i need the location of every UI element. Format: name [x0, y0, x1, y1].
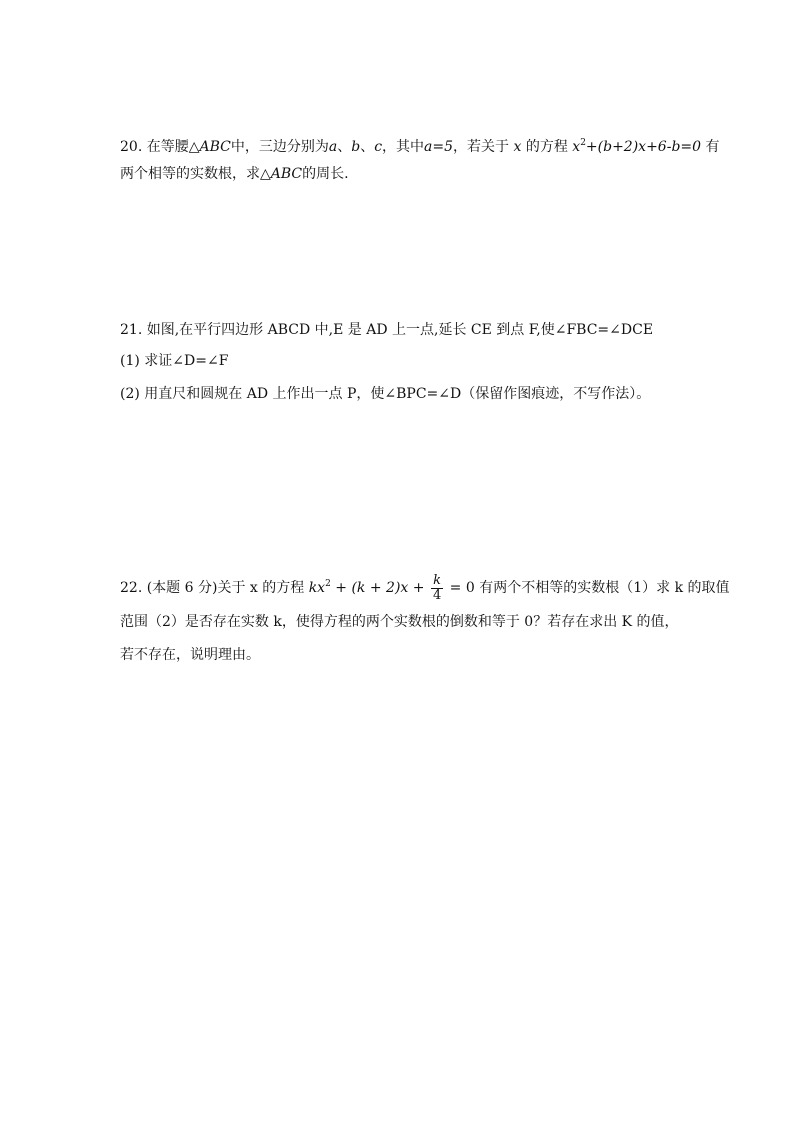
q22-operator: + [330, 580, 352, 596]
q20-sep: 、 [337, 139, 352, 155]
q22-fraction-denominator: 4 [432, 587, 442, 603]
q20-text: 两个相等的实数根，求 [120, 166, 260, 182]
q20-text: ，若关于 [453, 139, 510, 155]
q22-fraction-numerator: k [433, 572, 442, 588]
q22-fraction [431, 574, 443, 603]
q22-equation: (k + 2)x [351, 580, 409, 596]
q20-var-a: a [328, 139, 338, 155]
q20-line2 [120, 164, 349, 184]
q20-number: 20. [120, 139, 143, 155]
q20-var-x: x [513, 139, 522, 155]
q22-line1 [120, 566, 730, 602]
q20-line1 [120, 133, 720, 157]
q20-a-value: a=5 [424, 139, 454, 155]
q22-equation: = 0 [445, 580, 475, 596]
q20-text: ，其中 [382, 139, 425, 155]
q22-equation: kx [308, 580, 326, 596]
q20-var-c: c [374, 139, 383, 155]
q20-text: 中，三边分别为 [230, 139, 329, 155]
q22-line2: 范围（2）是否存在实数 k，使得方程的两个实数根的倒数和等于 0？若存在求出 K 的值， [120, 614, 679, 630]
q20-var-b: b [351, 139, 361, 155]
q20-triangle: △ABC [188, 139, 231, 155]
q22-line3: 若不存在，说明理由。 [120, 647, 260, 663]
q21-part2: (2) 用直尺和圆规在 AD 上作出一点 P，使∠BPC=∠D（保留作图痕迹，不写作法）。 [120, 386, 651, 402]
q21-line1: 21. 如图,在平行四边形 ABCD 中,E 是 AD 上一点,延长 CE 到点 F,使∠FBC=∠DCE [120, 322, 654, 338]
q21-part1: (1) 求证∠D=∠F [120, 353, 229, 369]
q20-text: 有 [705, 139, 720, 155]
q20-exponent: 2 [580, 138, 586, 148]
q20-triangle: △ABC [260, 166, 303, 182]
q20-text: 在等腰 [146, 139, 189, 155]
q22-operator: + [408, 580, 429, 596]
q20-equation: x [572, 139, 581, 155]
q20-equation: +(b+2)x+6-b=0 [585, 139, 702, 155]
q22-exponent: 2 [325, 579, 331, 589]
q20-text: 的周长. [302, 166, 349, 182]
q22-text: 有两个不相等的实数根（1）求 k 的取值 [479, 580, 730, 596]
q20-sep: 、 [360, 139, 375, 155]
q20-text: 的方程 [525, 139, 568, 155]
q22-text: 22. (本题 6 分)关于 x 的方程 [120, 580, 305, 596]
